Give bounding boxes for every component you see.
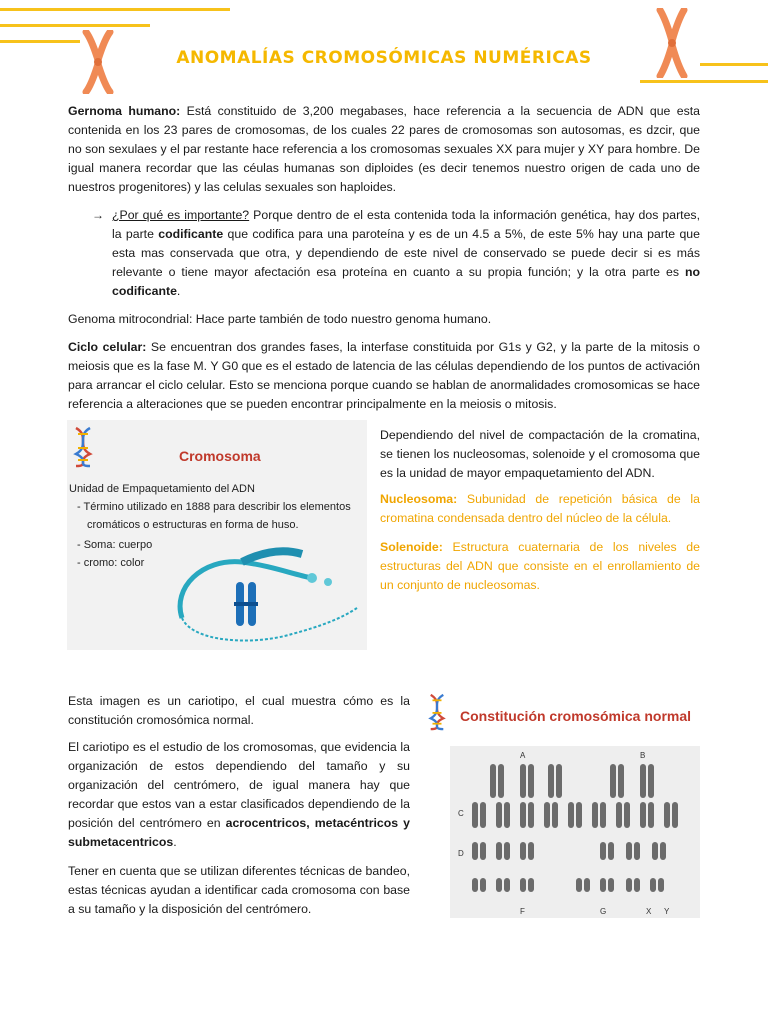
karyotype-chromosome <box>648 764 654 798</box>
karyotype-chromosome <box>672 802 678 828</box>
paragraph-text: Se encuentran dos grandes fases, la interfase constituida por G1s y G2, y la parte de la mitosis o meiosis que es la fase M. Y G0 que es el estado de latencia de las células dependiendo de los puntos de activación para arrancar el ciclo celular. Esto se menciona porque cuando se hablan de anormalidades cromosomicas se hace referencia a alteraciones que se pueden encontrar principalmente en la meiosis o mitosis. <box>68 340 700 411</box>
paragraph-genoma-mitocondrial: Genoma mitrocondrial: Hace parte también de todo nuestro genoma humano. <box>68 312 492 326</box>
karyotype-chromosome <box>520 842 526 860</box>
chromosome-figure <box>67 420 367 650</box>
karyotype-chromosome <box>610 764 616 798</box>
karyotype-chromosome <box>472 842 478 860</box>
bullet-text: que codifica para una paroteína y es de un 4.5 a 5%, de este 5% hay una parte que esta mas conservada que otra, y dependiendo de este nivel de conservado se puede decir si es más relevante o tiene mayor afectación esa proteína en cuanto a su propia función; y la otra parte es <box>112 227 700 279</box>
paragraph-text: Subunidad de repetición básica de la cromatina condensada dentro del núcleo de la célula. <box>380 492 700 525</box>
karyotype-chromosome <box>520 878 526 892</box>
karyotype-chromosome <box>552 802 558 828</box>
karyotype-chromosome <box>640 802 646 828</box>
paragraph-text: El cariotipo es el estudio de los cromosomas, que evidencia la organización de estos dependiendo del tamaño y su organización del centrómero, de igual manera hay que recordar que estos van a estar clasificados dependiendo de la posición del centrómero en <box>68 740 410 830</box>
karyotype-chromosome <box>608 878 614 892</box>
header-line <box>640 80 768 83</box>
karyotype-chromosome <box>652 842 658 860</box>
bullet-importance <box>112 206 700 301</box>
header-line <box>0 8 230 11</box>
karyotype-group-label: X <box>646 907 652 916</box>
figure-line: - cromo: color <box>77 557 145 569</box>
paragraph-bandeo: Tener en cuenta que se utilizan diferentes técnicas de bandeo, estas técnicas ayudan a identificar cada cromosoma con base a su tamaño y la disposición del centrómero. <box>68 864 410 916</box>
karyotype-group-label: G <box>600 907 607 916</box>
karyotype-chromosome <box>618 764 624 798</box>
paragraph-compactacion: Dependiendo del nivel de compactación de la cromatina, se tienen los nucleosomas, solenoide y el cromosoma que es la unidad de mayor empaquetamiento del ADN. <box>380 428 700 480</box>
figure-line: cromáticos o estructuras en forma de huso. <box>87 519 299 531</box>
karyotype-chromosome <box>664 802 670 828</box>
bold-term: acrocentricos, metacéntricos y submetacentricos <box>68 816 410 849</box>
karyotype-chromosome <box>496 842 502 860</box>
dna-coil-illustration <box>172 538 362 648</box>
karyotype-chromosome <box>634 878 640 892</box>
arrow-icon: → <box>92 208 104 222</box>
bullet-text: Porque dentro de el esta contenida toda la información genética, hay dos partes, la parte <box>112 208 700 241</box>
figure-title: Cromosoma <box>179 448 261 464</box>
karyotype-chromosome <box>544 802 550 828</box>
karyotype-figure <box>420 688 702 920</box>
figure-title: Constitución cromosómica normal <box>460 708 692 724</box>
karyotype-chromosome <box>648 802 654 828</box>
karyotype-chromosome <box>600 842 606 860</box>
header-line <box>0 24 150 27</box>
karyotype-chromosome <box>480 842 486 860</box>
karyotype-chromosome <box>616 802 622 828</box>
karyotype-chromosome <box>472 878 478 892</box>
paragraph-cariotipo <box>68 738 410 852</box>
karyotype-chromosome <box>496 878 502 892</box>
karyotype-group-label: B <box>640 751 646 760</box>
karyotype-chromosome <box>634 842 640 860</box>
bold-term: codificante <box>158 227 224 241</box>
karyotype-chromosome <box>650 878 656 892</box>
karyotype-chromosome <box>658 878 664 892</box>
karyotype-chromosome <box>592 802 598 828</box>
karyotype-chromosome <box>480 878 486 892</box>
karyotype-group-label: F <box>520 907 525 916</box>
question-text: ¿Por qué es importante? <box>112 208 250 222</box>
karyotype-chromosome <box>600 802 606 828</box>
paragraph-ciclo-celular <box>68 338 700 414</box>
page-title: ANOMALÍAS CROMOSÓMICAS NUMÉRICAS <box>176 48 592 68</box>
paragraph-text: Está constituido de 3,200 megabases, hace referencia a la secuencia de ADN que esta contenida en los 23 pares de cromosomas, de los cuales 22 pares de cromosomas son autosomas, es dzcir, que no son sexulaes y el par restante hace referencia a los cromosomas sexuales XX para mujer y XY para hombre. De igual manera recordar que las céulas humanas son diploides (es decir tenemos nuestro origen de cada uno de nuestros progenitores) y las celulas sexuales son haploides. <box>68 104 700 194</box>
term-label: Ciclo celular: <box>68 340 147 354</box>
karyotype-chromosomes <box>450 746 700 918</box>
karyotype-chromosome <box>576 878 582 892</box>
karyotype-group-label: Y <box>664 907 670 916</box>
paragraph-solenoide <box>380 538 700 595</box>
figure-subtitle: Unidad de Empaquetamiento del ADN <box>69 483 255 495</box>
karyotype-chromosome <box>520 764 526 798</box>
karyotype-chromosome <box>548 764 554 798</box>
paragraph-text: . <box>173 835 177 849</box>
karyotype-chromosome <box>528 764 534 798</box>
karyotype-chromosome <box>600 878 606 892</box>
karyotype-image <box>450 746 700 918</box>
bullet-text: . <box>176 284 181 298</box>
karyotype-group-label: A <box>520 751 526 760</box>
paragraph-text: Estructura cuaternaria de los niveles de estructuras del ADN que consiste en el enrollamiento de un conjunto de nucleosomas. <box>380 540 700 592</box>
karyotype-chromosome <box>498 764 504 798</box>
paragraph-genoma-humano <box>68 102 700 197</box>
karyotype-group-label: C <box>458 809 464 818</box>
karyotype-chromosome <box>504 802 510 828</box>
karyotype-chromosome <box>660 842 666 860</box>
karyotype-chromosome <box>528 878 534 892</box>
karyotype-chromosome <box>568 802 574 828</box>
dna-icon <box>428 692 446 732</box>
dna-icon <box>73 426 93 468</box>
figure-line: - Soma: cuerpo <box>77 539 153 551</box>
karyotype-chromosome <box>480 802 486 828</box>
bold-term: no codificante <box>112 265 700 298</box>
karyotype-group-label: D <box>458 849 464 858</box>
paragraph-cariotipo-intro: Esta imagen es un cariotipo, el cual muestra cómo es la constitución cromosómica normal. <box>68 694 410 727</box>
karyotype-chromosome <box>504 842 510 860</box>
karyotype-chromosome <box>626 878 632 892</box>
term-label: Gernoma humano: <box>68 104 181 118</box>
karyotype-chromosome <box>472 802 478 828</box>
header-line <box>0 40 80 43</box>
karyotype-chromosome <box>626 842 632 860</box>
karyotype-chromosome <box>528 842 534 860</box>
karyotype-chromosome <box>584 878 590 892</box>
karyotype-chromosome <box>576 802 582 828</box>
term-label: Solenoide: <box>380 540 443 554</box>
karyotype-chromosome <box>504 878 510 892</box>
karyotype-chromosome <box>496 802 502 828</box>
karyotype-chromosome <box>490 764 496 798</box>
karyotype-chromosome <box>528 802 534 828</box>
figure-line: - Término utilizado en 1888 para describir los elementos <box>77 501 351 513</box>
karyotype-chromosome <box>624 802 630 828</box>
karyotype-chromosome <box>640 764 646 798</box>
karyotype-chromosome <box>556 764 562 798</box>
term-label: Nucleosoma: <box>380 492 458 506</box>
paragraph-nucleosoma <box>380 490 700 528</box>
karyotype-chromosome <box>520 802 526 828</box>
karyotype-chromosome <box>608 842 614 860</box>
